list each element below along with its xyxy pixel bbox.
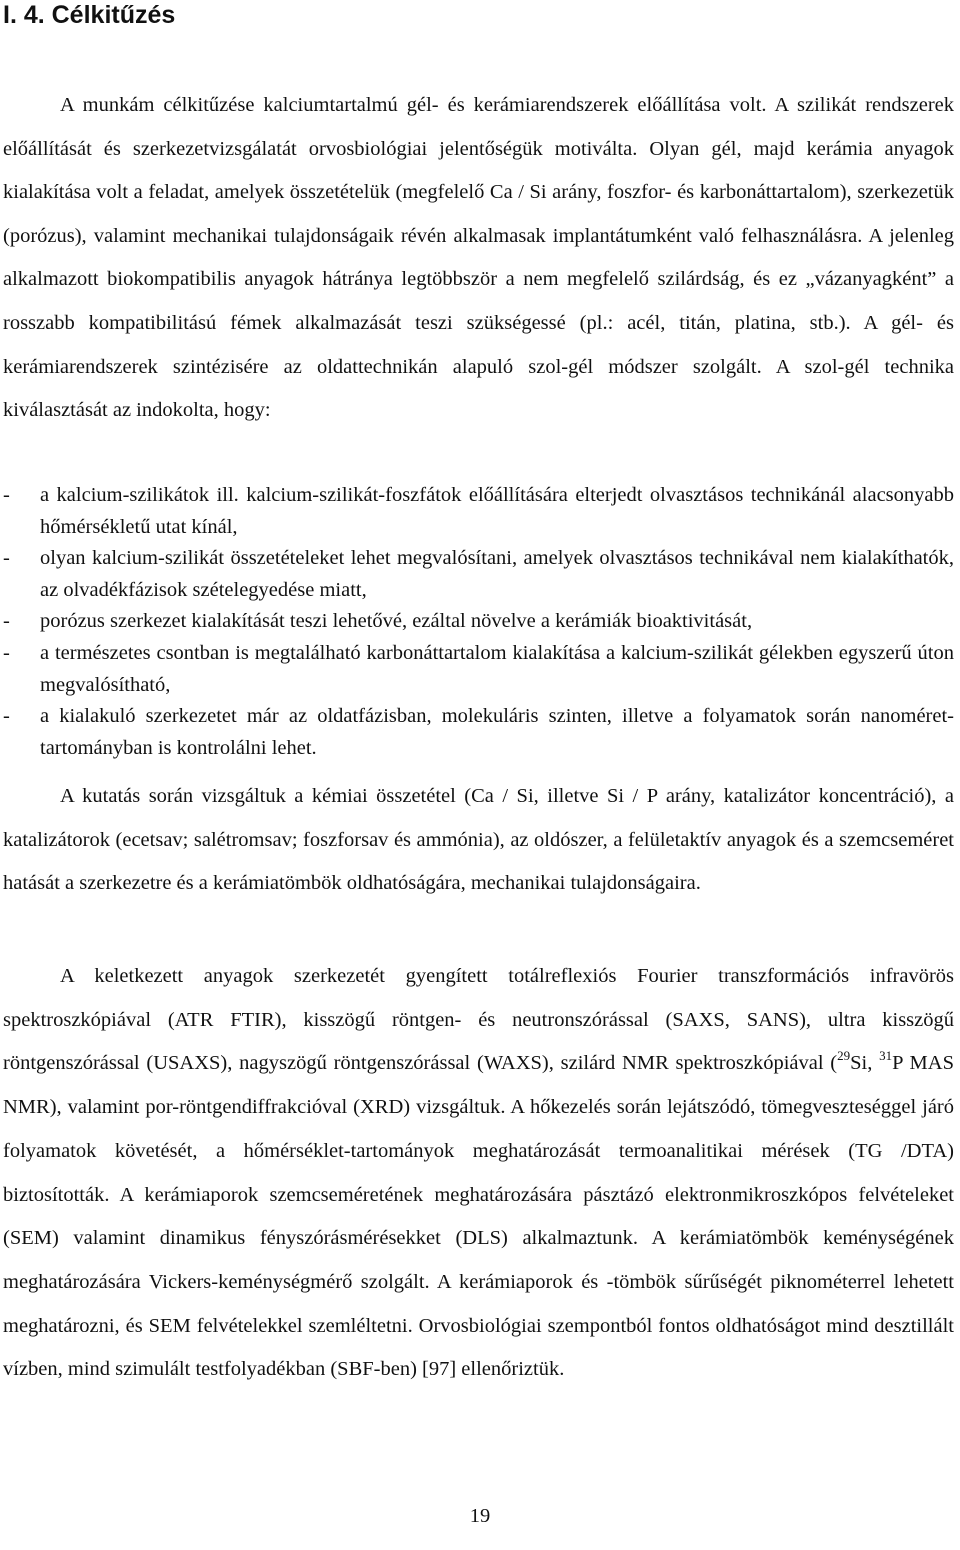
page-number: 19 bbox=[469, 1505, 491, 1527]
list-marker: - bbox=[3, 484, 10, 506]
methods-text-1: A keletkezett anyagok szerkezetét gyengített totálreflexiós Fourier transzformációs infravörös spektroszkópiával (ATR FTIR), kisszögű röntgen- és neutronszórással (SAXS, SANS), ultra kisszögű röntgenszórással (USAXS), nagyszögű röntgenszórással (WAXS), szilárd NMR spektroszkópiával ( bbox=[3, 965, 954, 1075]
paragraph-objective: A munkám célkitűzése kalciumtartalmú gél- és kerámiarendszerek előállítása volt. A szilikát rendszerek előállítását és szerkezetvizsgálatát orvosbiológiai jelentőségük motiválta. Olyan gél, majd kerámia anyagok kialakítása volt a feladat, amelyek összetételük (megfelelő Ca / Si arány, foszfor- és karbonáttartalom), szerkezetük (porózus), valamint mechanikai tulajdonságaik révén alkalmasak implantátumként való felhasználásra. A jelenleg alkalmazott biokompatibilis anyagok hátránya legtöbbször a nem megfelelő szilárdság, és ez „vázanyagként” a rosszabb kompatibilitású fémek alkalmazását teszi szükségessé (pl.: acél, titán, platina, stb.). A gél- és kerámiarendszerek szintézisére az oldattechnikán alapuló szol-gél módszer szolgált. A szol-gél technika kiválasztását az indokolta, hogy: bbox=[3, 94, 954, 422]
list-item bbox=[3, 480, 954, 543]
section-heading: I. 4. Célkitűzés bbox=[3, 1, 176, 29]
list-item-text: a kalcium-szilikátok ill. kalcium-szilikát-foszfátok előállítására elterjedt olvasztásos technikánál alacsonyabb hőmérsékletű utat kínál, bbox=[40, 484, 954, 538]
methods-text-2: Si, bbox=[850, 1052, 880, 1075]
list-marker: - bbox=[3, 610, 10, 633]
isotope-mass-si: 29 bbox=[837, 1048, 851, 1064]
list-item-text: porózus szerkezet kialakítását teszi lehetővé, ezáltal növelve a kerámiák bioaktivitását, bbox=[40, 610, 753, 633]
reasons-list bbox=[3, 480, 954, 764]
list-marker: - bbox=[3, 547, 10, 570]
list-item bbox=[3, 606, 954, 638]
list-marker: - bbox=[3, 641, 10, 664]
paragraph-methods bbox=[3, 955, 954, 1392]
list-item bbox=[3, 701, 954, 764]
paragraph-research: A kutatás során vizsgáltuk a kémiai összetétel (Ca / Si, illetve Si / P arány, katalizátor koncentráció), a katalizátorok (ecetsav; salétromsav; foszforsav és ammónia), az oldószer, a felületaktív anyagok és a szemcseméret hatását a szerkezetre és a kerámiatömbök oldhatóságára, mechanikai tulajdonságaira. bbox=[3, 785, 954, 894]
methods-text-3: P MAS NMR), valamint por-röntgendiffrakcióval (XRD) vizsgáltuk. A hőkezelés során lejátszódó, tömegveszteséggel járó folyamatok követését, a hőmérséklet-tartományok meghatározását termoanalitikai mérések (TG /DTA) biztosították. A kerámiaporok szemcseméretének meghatározására pásztázó elektronmikroszkópos felvételeket (SEM) valamint dinamikus fényszórásmérésekket (DLS) alkalmaztunk. A kerámiatömbök keménységének meghatározására Vickers-keménységmérő szolgált. A kerámiaporok és -tömbök sűrűségét piknométerrel lehetett meghatározni, és SEM felvételekkel szemléltetni. Orvosbiológiai szempontból fontos oldhatóságot mind desztillált vízben, mind szimulált testfolyadékban (SBF-ben) [97] ellenőriztük. bbox=[3, 1052, 954, 1381]
list-item bbox=[3, 543, 954, 606]
list-item bbox=[3, 638, 954, 701]
isotope-mass-p: 31 bbox=[879, 1048, 893, 1064]
list-item-text: a kialakuló szerkezetet már az oldatfázisban, molekuláris szinten, illetve a folyamatok során nanoméret-tartományban is kontrolálni lehet. bbox=[40, 705, 954, 759]
list-item-text: a természetes csontban is megtalálható karbonáttartalom kialakítása a kalcium-szilikát gélekben egyszerű úton megvalósítható, bbox=[40, 641, 954, 696]
list-marker: - bbox=[3, 705, 10, 728]
list-item-text: olyan kalcium-szilikát összetételeket lehet megvalósítani, amelyek olvasztásos technikával nem kialakíthatók, az olvadékfázisok szételegyedése miatt, bbox=[40, 547, 954, 601]
